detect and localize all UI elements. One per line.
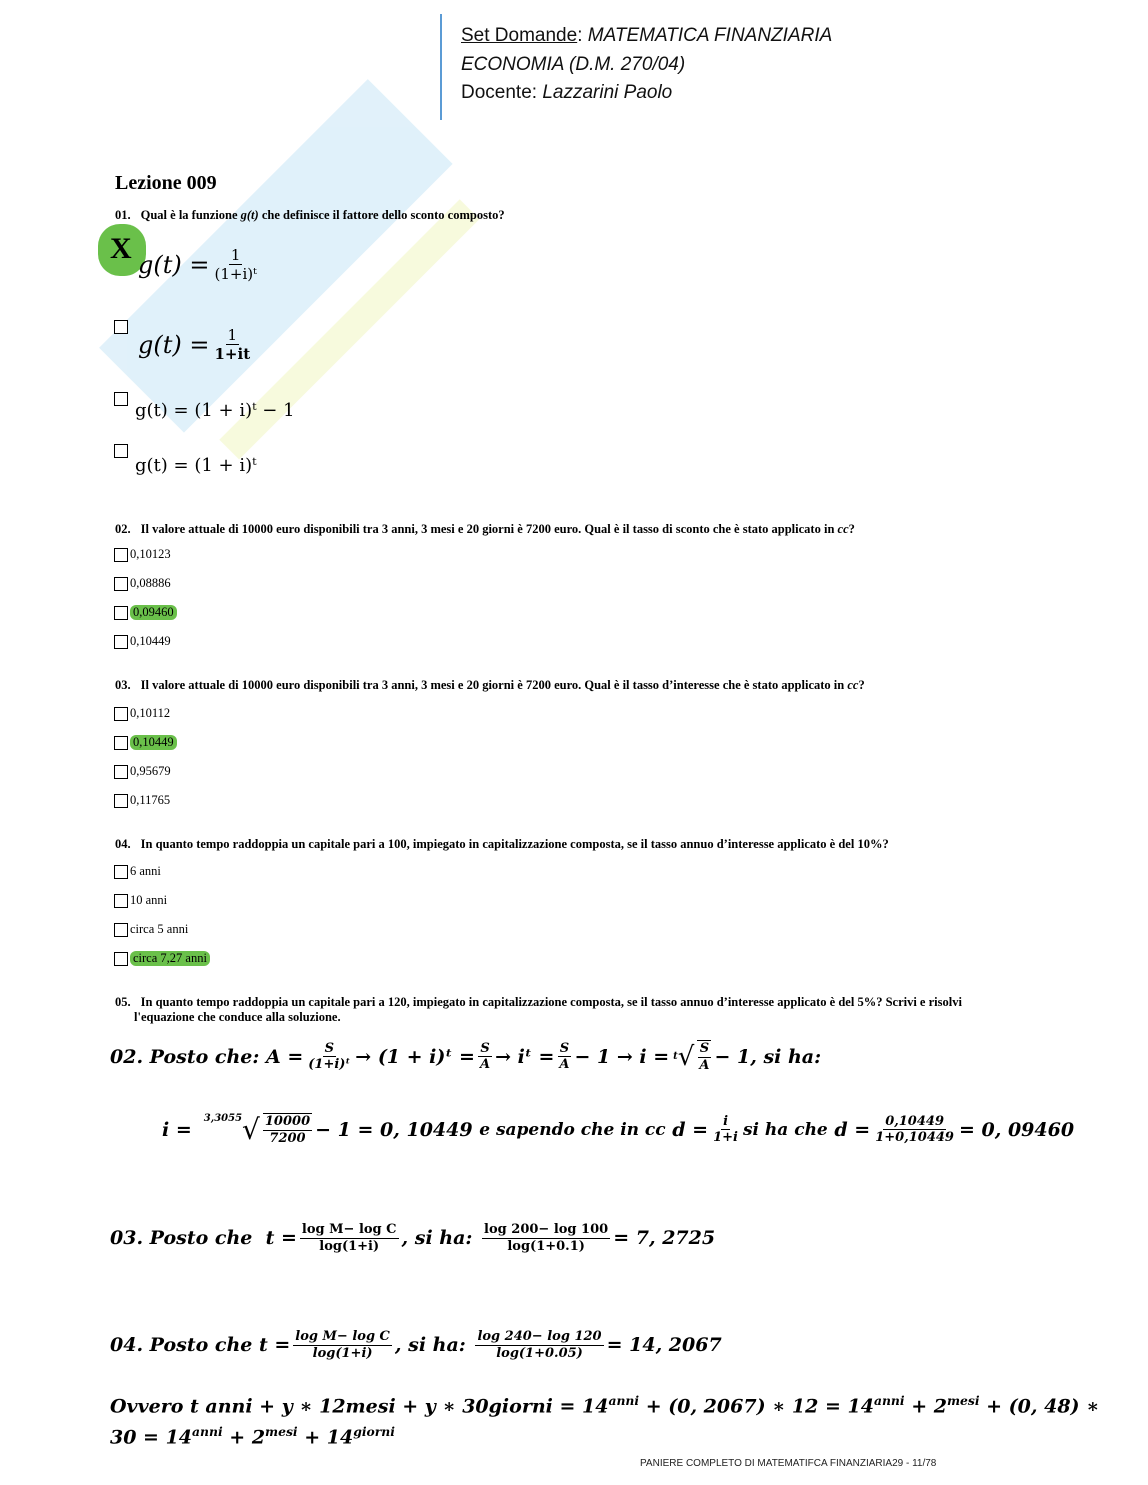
set-title: Set Domande: MATEMATICA FINANZIARIA xyxy=(461,25,833,46)
q03-option[interactable]: 0,11765 xyxy=(114,793,170,808)
question-01: 01. Qual è la funzione g(t) che definisce il fattore dello sconto composto? xyxy=(115,208,505,222)
checkbox[interactable] xyxy=(114,765,128,779)
checkbox[interactable] xyxy=(114,635,128,649)
question-03: 03. Il valore attuale di 10000 euro disponibili tra 3 anni, 3 mesi e 20 giorni è 7200 euro. Qual è il tasso d’interesse che è stato applicato in cc? xyxy=(115,678,865,692)
q02-option[interactable]: 0,10123 xyxy=(114,547,171,562)
q02-option-correct[interactable]: 0,09460 xyxy=(114,605,177,620)
q01-option-1[interactable]: g(t) = $\frac{1}{\text{(1+i)ᵗ}}$ xyxy=(138,246,257,283)
q01-option-4[interactable]: g(t) = (1 + i)ᵗ xyxy=(135,455,257,476)
checkbox[interactable] xyxy=(114,865,128,879)
page-footer: PANIERE COMPLETO DI MATEMATIFCA FINANZIARIA29 - 11/78 xyxy=(640,1458,937,1469)
checkbox[interactable] xyxy=(114,548,128,562)
solution-04: 04. Posto che t = $\frac{\text{log M− log C}}{\log(1+i)}$ , si ha: $\frac{\log 240- \log 120}{\log(1+0.05)}$ = 14, 2067 xyxy=(110,1329,722,1361)
checkbox[interactable] xyxy=(114,577,128,591)
solution-02-line-2: i = $^{3,3055}$ √ $\frac{10000}{7200}$ − 1 = 0, 10449 e sapendo che in cc d = $\frac{i}{1+i}$ si ha che d = $\frac{0,10449}{1+0,10449}$ = 0, 09460 xyxy=(162,1113,1075,1147)
q04-option[interactable]: circa 5 anni xyxy=(114,922,188,937)
lesson-title: Lezione 009 xyxy=(115,172,217,194)
solution-02-line-1: 02. Posto che: A = $\frac{S}{\text{(1+i)ᵗ}}$ → (1 + i)ᵗ = $\frac{S}{A}$ → iᵗ = $\frac{S}{A}$ − 1 → i = t √ $\frac{S}{A}$ − 1, si ha: xyxy=(110,1040,822,1073)
checkbox[interactable] xyxy=(114,320,128,334)
checkbox[interactable] xyxy=(114,444,128,458)
question-05: 05. In quanto tempo raddoppia un capitale pari a 120, impiegato in capitalizzazione composta, se il tasso annuo d’interesse applicato è del 5%? Scrivi e risolvi l'equazione che conduce alla soluzione. xyxy=(115,995,962,1024)
q03-option[interactable]: 0,10112 xyxy=(114,706,170,721)
q04-option-correct[interactable]: circa 7,27 anni xyxy=(114,951,210,966)
solution-04-ovvero-line-1: Ovvero t anni + y ∗ 12mesi + y ∗ 30giorni = $14^{anni} + (0$, 2067) ∗ $12 = 14^{anni} + 2^{mesi} + (0$, 48) ∗ xyxy=(110,1393,1100,1418)
q01-option-3[interactable]: g(t) = (1 + i)ᵗ − 1 xyxy=(135,400,295,421)
q04-option[interactable]: 10 anni xyxy=(114,893,167,908)
checkbox[interactable] xyxy=(114,923,128,937)
q01-option-2[interactable]: g(t) = $\frac{1}{1+it}$ xyxy=(138,326,251,363)
question-02: 02. Il valore attuale di 10000 euro disponibili tra 3 anni, 3 mesi e 20 giorni è 7200 euro. Qual è il tasso di sconto che è stato applicato in cc? xyxy=(115,522,855,536)
checkbox[interactable] xyxy=(114,736,128,750)
checkbox[interactable] xyxy=(114,894,128,908)
checkbox[interactable] xyxy=(114,606,128,620)
header-divider xyxy=(440,14,442,120)
checkbox[interactable] xyxy=(114,392,128,406)
q02-option[interactable]: 0,08886 xyxy=(114,576,171,591)
checkbox[interactable] xyxy=(114,707,128,721)
question-04: 04. In quanto tempo raddoppia un capitale pari a 100, impiegato in capitalizzazione composta, se il tasso annuo d’interesse applicato è del 10%? xyxy=(115,837,889,851)
selected-x-mark: X xyxy=(110,232,132,265)
q03-option-correct[interactable]: 0,10449 xyxy=(114,735,177,750)
q03-option[interactable]: 0,95679 xyxy=(114,764,171,779)
course-name: ECONOMIA (D.M. 270/04) xyxy=(461,54,686,75)
q04-option[interactable]: 6 anni xyxy=(114,864,161,879)
q02-option[interactable]: 0,10449 xyxy=(114,634,171,649)
solution-04-ovvero-line-2: $30 = 14^{anni} + 2^{mesi} + 14^{giorni}$ xyxy=(110,1424,395,1449)
checkbox[interactable] xyxy=(114,952,128,966)
solution-03: 03. Posto che t = $\frac{\text{log M− log C}}{\log(1+i)}$ , si ha: $\frac{\log 200- \log 100}{\log(1+0.1)}$ = 7, 2725 xyxy=(110,1222,716,1254)
teacher: Docente: Lazzarini Paolo xyxy=(461,82,673,103)
checkbox[interactable] xyxy=(114,794,128,808)
